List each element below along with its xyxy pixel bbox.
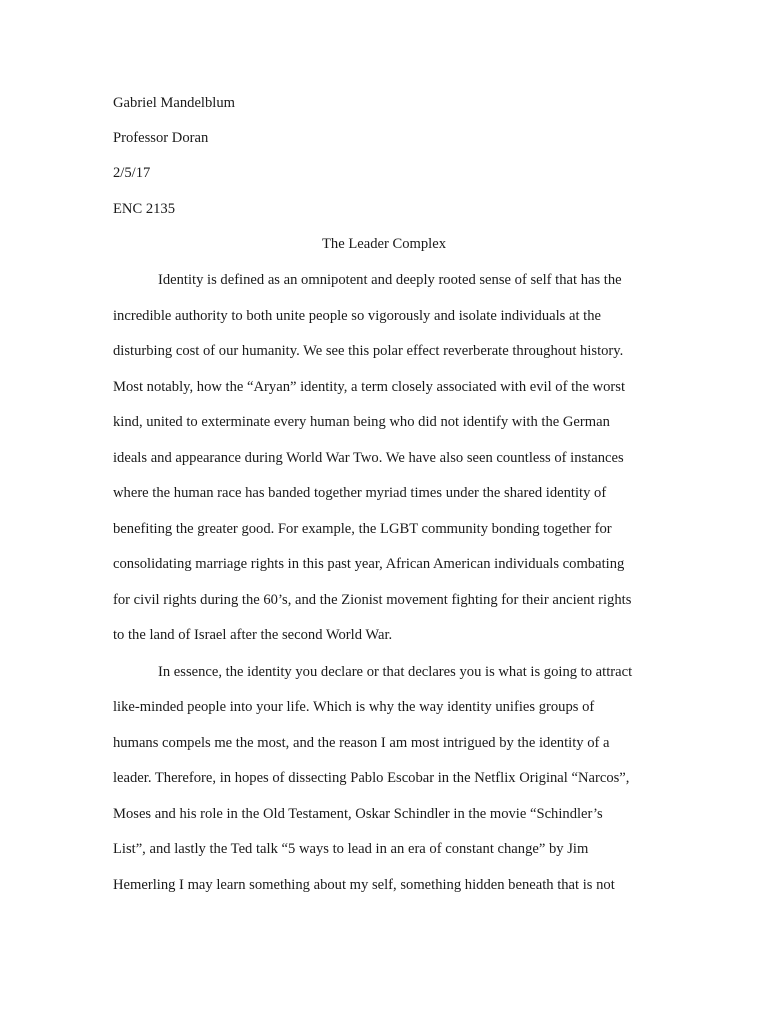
paragraph-line: incredible authority to both unite people so vigorously and isolate individuals at the bbox=[113, 308, 601, 324]
professor-name: Professor Doran bbox=[113, 130, 209, 146]
paragraph-line: ideals and appearance during World War Two. We have also seen countless of instances bbox=[113, 450, 624, 466]
paragraph-line: leader. Therefore, in hopes of dissecting Pablo Escobar in the Netflix Original “Narcos”, bbox=[113, 770, 630, 786]
paragraph-line: kind, united to exterminate every human being who did not identify with the German bbox=[113, 414, 610, 430]
paragraph-line: Most notably, how the “Aryan” identity, a term closely associated with evil of the worst bbox=[113, 379, 626, 395]
paragraph-line: In essence, the identity you declare or that declares you is what is going to attract bbox=[158, 664, 633, 680]
date: 2/5/17 bbox=[113, 165, 151, 181]
paragraph-line: Identity is defined as an omnipotent and deeply rooted sense of self that has the bbox=[158, 272, 622, 288]
paragraph-line: like-minded people into your life. Which is why the way identity unifies groups of bbox=[113, 699, 595, 715]
author-name: Gabriel Mandelblum bbox=[113, 95, 235, 111]
paragraph-line: to the land of Israel after the second World War. bbox=[113, 627, 393, 643]
paragraph-line: Hemerling I may learn something about my self, something hidden beneath that is not bbox=[113, 877, 615, 893]
course-code: ENC 2135 bbox=[113, 201, 176, 217]
paragraph-line: disturbing cost of our humanity. We see this polar effect reverberate throughout history. bbox=[113, 343, 624, 359]
paragraph-line: where the human race has banded together myriad times under the shared identity of bbox=[113, 485, 607, 501]
paragraph-line: humans compels me the most, and the reason I am most intrigued by the identity of a bbox=[113, 735, 610, 751]
paragraph-line: consolidating marriage rights in this past year, African American individuals combating bbox=[113, 556, 625, 572]
paragraph-line: benefiting the greater good. For example, the LGBT community bonding together for bbox=[113, 521, 612, 537]
paragraph-line: Moses and his role in the Old Testament, Oskar Schindler in the movie “Schindler’s bbox=[113, 806, 603, 822]
paragraph-line: List”, and lastly the Ted talk “5 ways to lead in an era of constant change” by Jim bbox=[113, 841, 589, 857]
paragraph-line: for civil rights during the 60’s, and the Zionist movement fighting for their ancient rights bbox=[113, 592, 632, 608]
essay-title: The Leader Complex bbox=[322, 236, 446, 252]
